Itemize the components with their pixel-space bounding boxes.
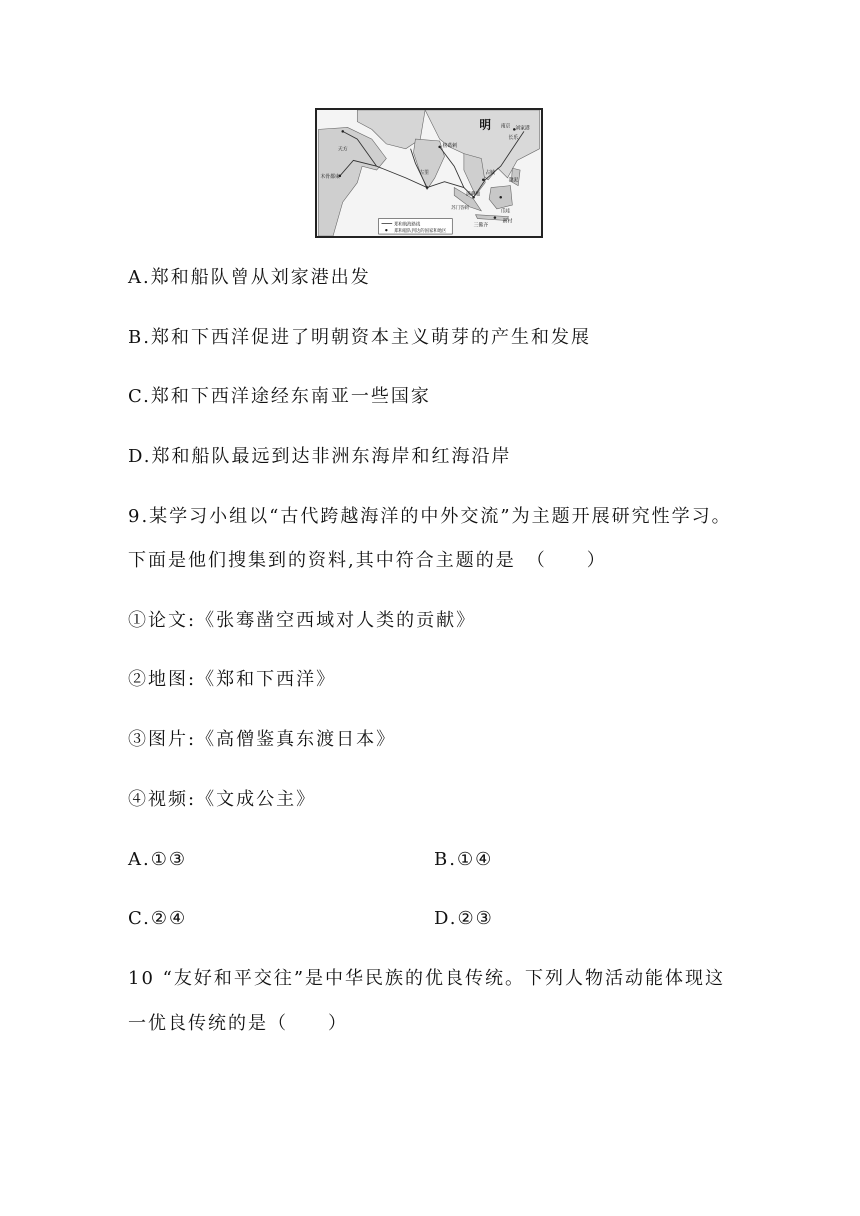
map-label-java: 爪哇 <box>500 209 511 215</box>
map-label-malacca: 满剌加 <box>465 192 481 198</box>
q8-option-a: A.郑和船队曾从刘家港出发 <box>128 267 371 288</box>
q10-stem-line1: 10 “友好和平交往”是中华民族的优良传统。下列人物活动能体现这 <box>128 968 726 989</box>
map-label-changle: 长乐 <box>508 136 519 142</box>
zheng-he-voyage-map <box>315 108 543 238</box>
map-label-sanfoqi: 三佛齐 <box>473 223 489 229</box>
q8-option-c: C.郑和下西洋途经东南亚一些国家 <box>128 386 431 407</box>
map-label-tianfang: 天方 <box>337 147 348 153</box>
q10-stem-line2: 一优良传统的是（ ） <box>128 1013 348 1034</box>
q8-option-d: D.郑和船队最远到达非洲东海岸和红海沿岸 <box>128 446 512 467</box>
map-label-nanjing: 南京 <box>500 124 511 130</box>
q9-item-4: ④视频:《文成公主》 <box>128 789 317 810</box>
q9-option-b: B.①④ <box>434 849 494 870</box>
legend-route-label: 郑和航海路线 <box>394 222 421 228</box>
q8-option-b: B.郑和下西洋促进了明朝资本主义萌芽的产生和发展 <box>128 327 591 348</box>
map-label-liujiagang: 刘家港 <box>515 126 530 132</box>
q9-item-3: ③图片:《高僧鉴真东渡日本》 <box>128 729 397 750</box>
q9-option-a: A.①③ <box>128 849 187 870</box>
map-label-calicut: 古里 <box>419 170 429 176</box>
map-label-ming: 明 <box>479 117 492 132</box>
map-svg <box>317 110 541 236</box>
q9-stem-line1: 9.某学习小组以“古代跨越海洋的中外交流”为主题开展研究性学习。 <box>128 506 732 527</box>
map-label-bengal: 榜葛剌 <box>442 143 458 149</box>
map-label-champa: 占城 <box>485 170 495 176</box>
map-label-mogadishu: 木骨都束 <box>320 174 340 180</box>
q9-stem-line2: 下面是他们搜集到的资料,其中符合主题的是 （ ） <box>128 550 607 571</box>
legend-dot <box>385 229 387 231</box>
q9-item-1: ①论文:《张骞凿空西域对人类的贡献》 <box>128 610 477 631</box>
map-label-xincun: 新村 <box>502 219 513 225</box>
q9-item-2: ②地图:《郑和下西洋》 <box>128 669 337 690</box>
legend-visited-label: 郑和船队到达的国家和地区 <box>394 229 447 235</box>
q9-option-c: C.②④ <box>128 908 188 929</box>
q9-option-d: D.②③ <box>434 908 494 929</box>
land-arabia-africa <box>319 127 387 236</box>
map-label-borneo: 渤泥 <box>508 178 519 184</box>
map-label-sumatra: 苏门答剌 <box>451 205 469 211</box>
